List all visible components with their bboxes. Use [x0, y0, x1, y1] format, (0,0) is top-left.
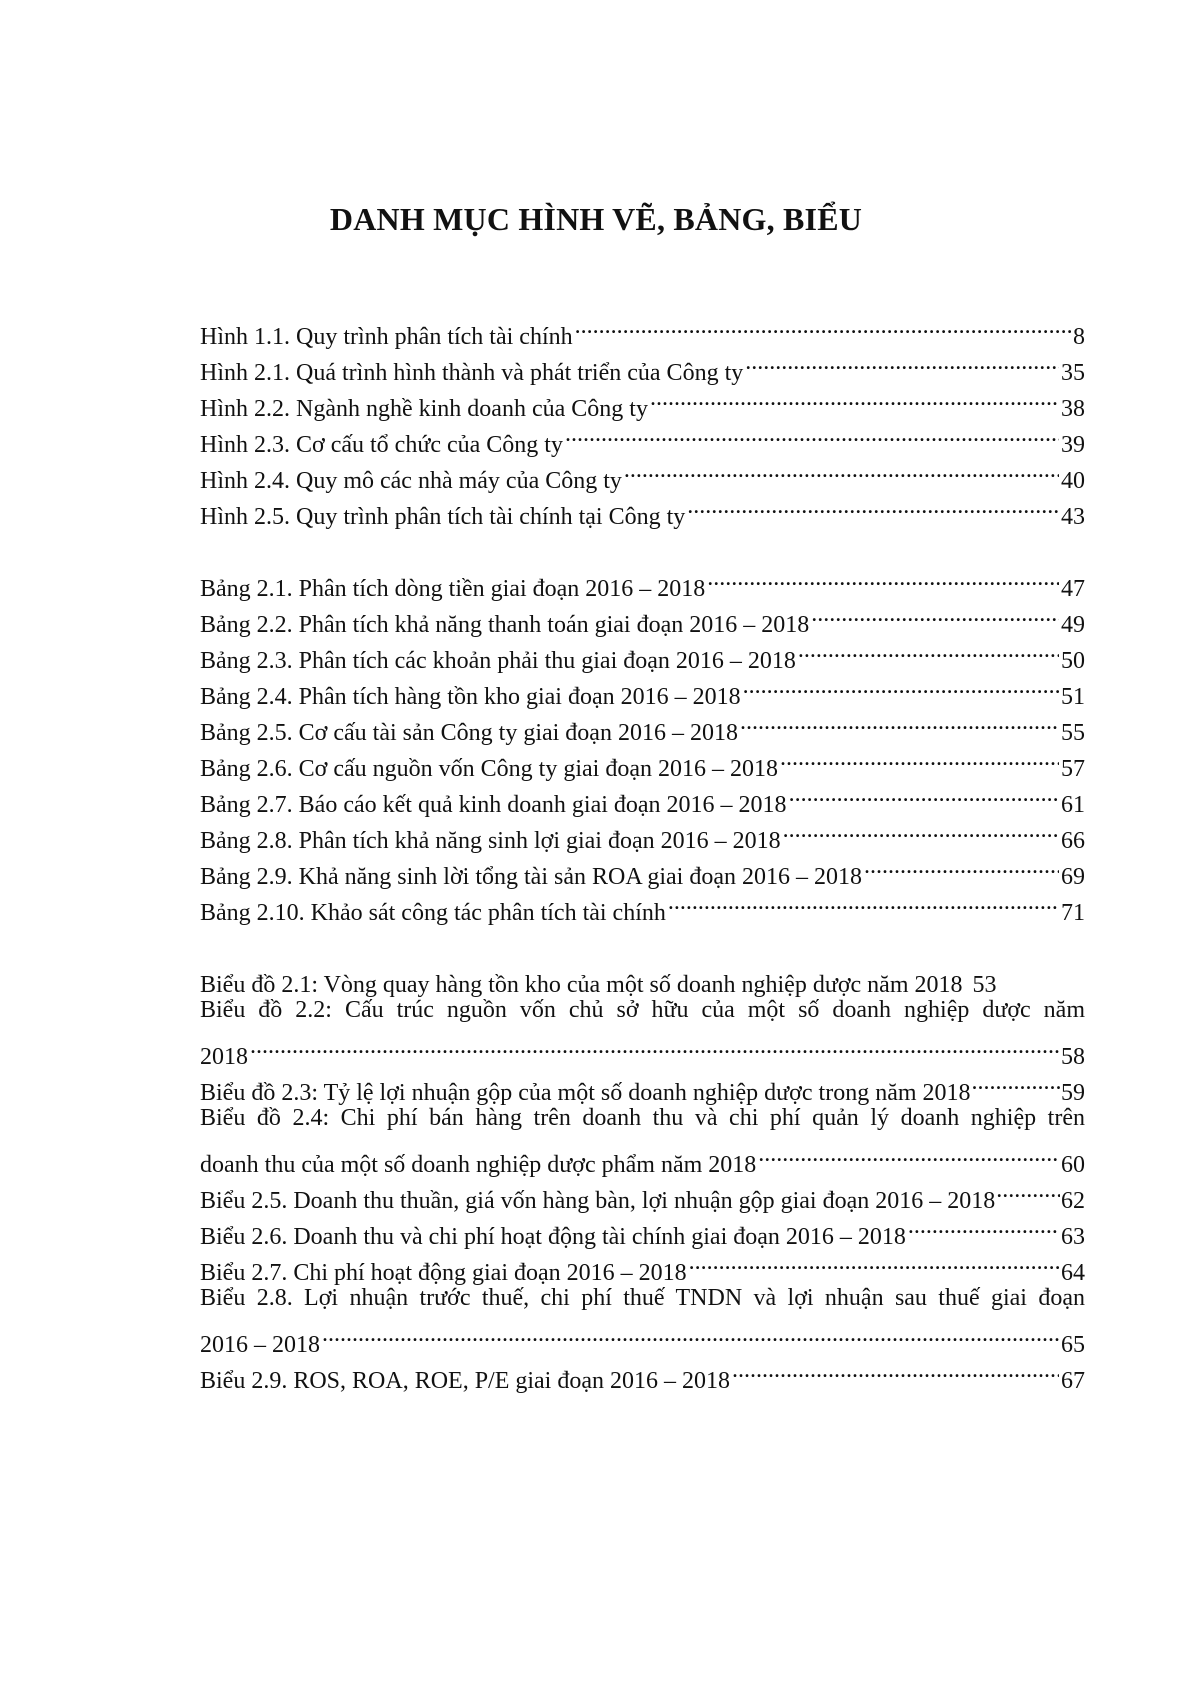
dot-leader: [740, 704, 1059, 740]
entry-page: 38: [1061, 396, 1085, 422]
dot-leader: [864, 848, 1059, 884]
entry-label: 2016 – 2018: [200, 1332, 320, 1358]
entry-label: Biểu đồ 2.3: Tỷ lệ lợi nhuận gộp của một số doanh nghiệp dược trong năm 2018: [200, 1080, 971, 1106]
entry-label-line1: Biểu 2.8. Lợi nhuận trước thuế, chi phí thuế TNDN và lợi nhuận sau thuế giai đoạn: [200, 1285, 1085, 1311]
entry-label-line1: Biểu đồ 2.2: Cấu trúc nguồn vốn chủ sở hữu của một số doanh nghiệp dược năm: [200, 997, 1085, 1023]
entry-page: 55: [1061, 720, 1085, 746]
toc-entry: [200, 560, 1085, 602]
dot-leader: [689, 1244, 1059, 1280]
entry-label: Bảng 2.9. Khả năng sinh lời tổng tài sản ROA giai đoạn 2016 – 2018: [200, 864, 862, 890]
entry-page: 39: [1061, 432, 1085, 458]
entry-page: 71: [1061, 900, 1085, 926]
dot-leader: [758, 1136, 1059, 1172]
entry-label: Bảng 2.2. Phân tích khả năng thanh toán giai đoạn 2016 – 2018: [200, 612, 810, 638]
entry-label: Biểu 2.9. ROS, ROA, ROE, P/E giai đoạn 2016 – 2018: [200, 1368, 731, 1394]
entry-label: 2018: [200, 1044, 248, 1070]
entry-page: 57: [1061, 756, 1085, 782]
entry-label: Bảng 2.8. Phân tích khả năng sinh lợi giai đoạn 2016 – 2018: [200, 828, 781, 854]
toc-entry: [200, 956, 1085, 998]
entry-label: Bảng 2.4. Phân tích hàng tồn kho giai đoạn 2016 – 2018: [200, 684, 741, 710]
dot-leader: [322, 1316, 1059, 1352]
table-of-figures: [200, 308, 1085, 1394]
entry-page: 43: [1061, 504, 1085, 530]
entry-page: 35: [1061, 360, 1085, 386]
dot-leader: [811, 596, 1059, 632]
entry-page: 53: [972, 972, 997, 998]
tables-list: [200, 560, 1085, 926]
toc-entry: [200, 1352, 1085, 1394]
dot-leader: [707, 560, 1059, 596]
entry-label: Hình 2.3. Cơ cấu tổ chức của Công ty: [200, 432, 563, 458]
entry-label: Hình 2.2. Ngành nghề kinh doanh của Công ty: [200, 396, 648, 422]
entry-label: Bảng 2.7. Báo cáo kết quả kinh doanh giai đoạn 2016 – 2018: [200, 792, 787, 818]
entry-page: 51: [1061, 684, 1085, 710]
dot-leader: [780, 740, 1059, 776]
entry-label: Hình 1.1. Quy trình phân tích tài chính: [200, 324, 573, 350]
charts-list: [200, 956, 1085, 1394]
entry-label: Biểu 2.6. Doanh thu và chi phí hoạt động tài chính giai đoạn 2016 – 2018: [200, 1224, 906, 1250]
toc-entry-line1: [200, 1100, 1085, 1136]
entry-label: Biểu đồ 2.1: Vòng quay hàng tồn kho của một số doanh nghiệp dược năm 2018: [200, 972, 963, 998]
entry-page: 58: [1061, 1044, 1085, 1070]
entry-label: doanh thu của một số doanh nghiệp dược phẩm năm 2018: [200, 1152, 757, 1178]
entry-page: 49: [1061, 612, 1085, 638]
dot-leader: [908, 1208, 1059, 1244]
dot-leader: [789, 776, 1059, 812]
dot-leader: [668, 884, 1059, 920]
toc-entry: [200, 1136, 1085, 1178]
entry-page: 64: [1061, 1260, 1085, 1286]
figures-list: [200, 308, 1085, 530]
entry-page: 40: [1061, 468, 1085, 494]
toc-entry-line1: [200, 992, 1085, 1028]
dot-leader: [745, 344, 1059, 380]
toc-entry: [200, 1316, 1085, 1358]
entry-page: 60: [1061, 1152, 1085, 1178]
entry-label-line1: Biểu đồ 2.4: Chi phí bán hàng trên doanh thu và chi phí quản lý doanh nghiệp trên: [200, 1105, 1085, 1131]
entry-label: Bảng 2.5. Cơ cấu tài sản Công ty giai đoạn 2016 – 2018: [200, 720, 738, 746]
entry-label: Bảng 2.6. Cơ cấu nguồn vốn Công ty giai đoạn 2016 – 2018: [200, 756, 778, 782]
entry-page: 8: [1073, 324, 1085, 350]
entry-page: 63: [1061, 1224, 1085, 1250]
entry-label: Biểu 2.7. Chi phí hoạt động giai đoạn 2016 – 2018: [200, 1260, 687, 1286]
entry-label: Biểu 2.5. Doanh thu thuần, giá vốn hàng bàn, lợi nhuận gộp giai đoạn 2016 – 2018: [200, 1188, 996, 1214]
entry-label: Hình 2.1. Quá trình hình thành và phát triển của Công ty: [200, 360, 744, 386]
entry-page: 67: [1061, 1368, 1085, 1394]
entry-page: 59: [1061, 1080, 1085, 1106]
dot-leader: [798, 632, 1059, 668]
dot-leader: [972, 1064, 1060, 1100]
dot-leader: [996, 1172, 1060, 1208]
entry-page: 65: [1061, 1332, 1085, 1358]
dot-leader: [624, 452, 1059, 488]
dot-leader: [565, 416, 1059, 452]
dot-leader: [732, 1352, 1059, 1388]
toc-entry-line1: [200, 1280, 1085, 1316]
entry-label: Bảng 2.3. Phân tích các khoản phải thu giai đoạn 2016 – 2018: [200, 648, 796, 674]
entry-page: 47: [1061, 576, 1085, 602]
dot-leader: [250, 1028, 1059, 1064]
entry-label: Hình 2.5. Quy trình phân tích tài chính tại Công ty: [200, 504, 686, 530]
entry-label: Hình 2.4. Quy mô các nhà máy của Công ty: [200, 468, 622, 494]
dot-leader: [743, 668, 1059, 704]
entry-page: 62: [1061, 1188, 1085, 1214]
entry-page: 69: [1061, 864, 1085, 890]
toc-entry: [200, 308, 1085, 350]
dot-leader: [650, 380, 1059, 416]
dot-leader: [783, 812, 1059, 848]
entry-label: Bảng 2.10. Khảo sát công tác phân tích tài chính: [200, 900, 666, 926]
toc-entry: [200, 1028, 1085, 1070]
dot-leader: [687, 488, 1059, 524]
dot-leader: [575, 308, 1071, 344]
toc-entry: [200, 1064, 1085, 1106]
entry-label: Bảng 2.1. Phân tích dòng tiền giai đoạn 2016 – 2018: [200, 576, 706, 602]
page-title: DANH MỤC HÌNH VẼ, BẢNG, BIỂU: [329, 201, 863, 237]
entry-page: 61: [1061, 792, 1085, 818]
entry-page: 50: [1061, 648, 1085, 674]
entry-page: 66: [1061, 828, 1085, 854]
